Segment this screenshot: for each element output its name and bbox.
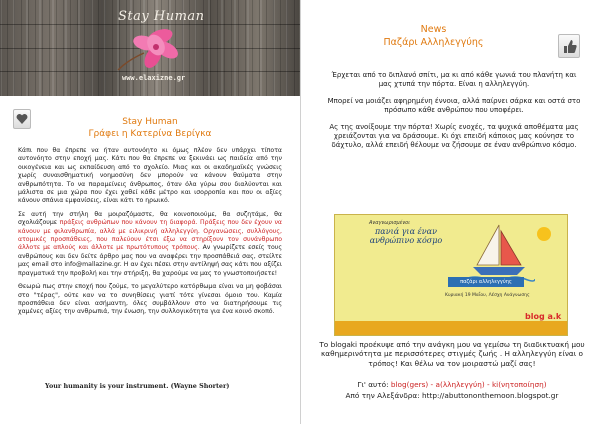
thumbs-up-icon (558, 34, 580, 58)
poster-details: Κυριακή 19 Μαΐου, Λέσχη Ανάγνωσης (445, 293, 530, 298)
right-page (301, 0, 600, 424)
sun-icon (529, 221, 559, 247)
motto-red-text: blog(gers) - a(λληλεγγύη) - ki(νητοποίηση) (390, 380, 547, 389)
blogaki-motto (307, 380, 597, 389)
motto-prefix: Γι' αυτό: (357, 380, 391, 389)
paragraph: Θεωρώ πως στην εποχή που ζούμε, το μεγαλύτερο κατόρθωμα είναι να μη φοβάσαι στο "τέρας", ούτε καν να το συνηθίσεις γιατί τότε γίνεσαι όμοιο του. Καμία προσπάθεια δεν είναι ασήμαντη, όλες συμβάλλουν στο να διατηρήσουμε τις χαμένες αξίες την ανθρωπιά, την ένωση, την συλλογικότητα για ένα κοινό σκοπό. (18, 283, 282, 316)
section-subtitle: Γράφει η Κατερίνα Βερίγκα (88, 129, 212, 139)
paragraph: Κάπι που θα έπρεπε να ήταν αυτονόητο κι όμως πλέον δεν υπάρχει τίποτα αυτονόητο στην εποχή μας. Κάτι που θα έπρεπε να ξεκινάει ως παιδεία από την οικογένεια και ως εκπαίδευση από το σχολείο. Μιας και οι ακαδημαϊκές γνώσεις χωρίς συναισθηματική νοημοσύνη δεν μπορούν να κάνουν θαύματα στην ανθρωπότητα. Το να παραμείνεις άνθρωπος, όταν όλα γύρω σου διαλύονται και μάλιστα σε μια χώρα που έχει χαθεί κάθε μέτρο και ισορροπία και που οι αξίες κάνουν σπάνια εμφανίσεις, είναι κάτι το ηρωικό. (18, 147, 282, 205)
sailboat-icon (463, 221, 535, 283)
paragraph-text: Σε αυτή την στήλη θα μοιραζόμαστε, θα κοινοποιούμε, θα συζητάμε, θα σχολιάζουμε (18, 210, 282, 227)
section-title: Stay Human (122, 117, 178, 127)
paragraph: Μπορεί να μοιάζει αφηρημένη έννοια, αλλά παίρνει σάρκα και οστά στο πρόσωπο κάθε ανθρώπου που υποφέρει. (327, 96, 581, 115)
author-link[interactable]: Από την Αλεξάνδρα: http://abuttononthemoon.blogspot.gr (345, 391, 559, 400)
poster-event-label: παζάρι αλληλεγγύης (448, 277, 524, 287)
poster-bottom-bar (335, 321, 567, 335)
article-body (18, 147, 282, 322)
banner-title: Stay Human (118, 9, 205, 24)
event-poster (334, 214, 568, 336)
paragraph: Ας της ανοίξουμε την πόρτα! Χωρίς ενοχές, τα ψυχικά αποθέματα μας χρειάζονται για να δράσουμε. Κι όχι επειδή κάποιος μας κούνησε το δάχτυλο, αλλά επειδή θέλουμε να ζήσουμε σε έναν ανθρώπινο κόσμο. (329, 122, 579, 150)
paragraph (18, 211, 282, 278)
blogaki-intro: Το blogaki προέκυψε από την ανάγκη μου να γεμίσω τη διαδικτυακή μου καθημερινότητα με περισσότερες στιγμές ζωής . Η αλληλεγγύη είναι ο τρόπος! Και θέλω να τον μοιραστώ μαζί σας! (319, 340, 585, 368)
paragraph: Έρχεται από το διπλανό σπίτι, μα κι από κάθε γωνιά του πλανήτη και μας χτυπά την πόρτα. Είναι η αλληλεγγύη. (331, 71, 577, 89)
poster-logo: blog a.k (525, 312, 562, 321)
quote: Your humanity is your instrument. (Wayne Shorter) (45, 382, 230, 390)
news-title: News (420, 24, 447, 35)
paragraph-text: Αν γνωρίζετε εσείς τους ανθρώπους και δεν δείτε άρθρο μας που να αναφέρει την προσπάθειά σας, στείλτε μας email στο info@mallazine.gr. Η αν έχει πέσει στην αντίληψή σας κάτι που αξίζει πραγματικά την προβολή και την στήριξη, θα χαρούμε να μας το γνωστοποιήσετε! (18, 244, 282, 277)
pink-flower-icon (108, 20, 188, 72)
wood-banner (0, 0, 300, 96)
poster-top-text: Αναγνωρισμένοι (369, 220, 410, 226)
banner-url: www.elaxizne.gr (122, 74, 186, 82)
highlighted-text: πράξεις ανθρώπων που κάνουν τη διαφορά. Πράξεις που δεν έχουν να κάνουν με φιλανθρωπία, αλλά με ειλικρινή αλληλεγγύη. Οργανώσεις, συλλόγους, ατομικές προσπάθειες, που παλεύουν έτσι έξω να στηρίξουν τον συνάνθρωπο άλλοτε με απλούς και άλλοτε με πρωτότυπους τρόπους. (18, 219, 282, 252)
poster-heading: πανιά για έναν ανθρώπινο κόσμο (369, 227, 443, 245)
news-body (325, 71, 583, 158)
news-subtitle: Παζάρι Αλληλεγγύης (383, 37, 484, 48)
